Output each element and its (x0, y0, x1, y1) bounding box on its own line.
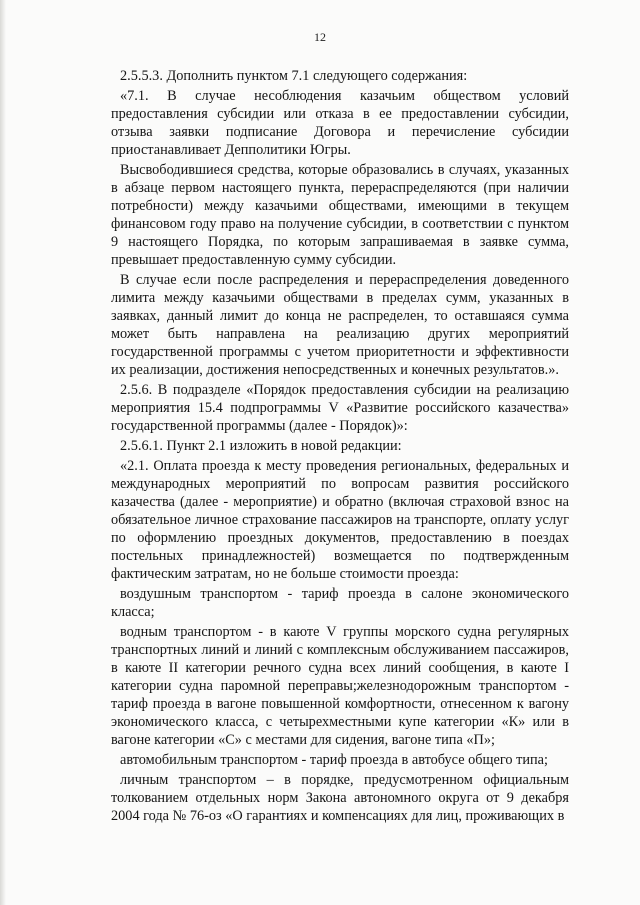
paragraph: воздушным транспортом - тариф проезда в салоне экономического класса; (111, 586, 569, 620)
paragraph: В случае если после распределения и перераспределения доведенного лимита между казачьими обществами в пределах сумм, указанных в заявках, данный лимит до конца не распределен, то оставшаяся сумма может быть направлена на реализацию других мероприятий государственной программы с учетом приоритетности и эффективности их реализации, достижения непосредственных и конечных результатов.». (111, 272, 569, 378)
page-number: 12 (314, 30, 326, 44)
paragraph: личным транспортом – в порядке, предусмотренном официальным толкованием отдельных норм Закона автономного округа от 9 декабря 2004 года № 76-оз «О гарантиях и компенсациях для лиц, проживающих в (111, 772, 569, 824)
scan-edge-shadow (0, 0, 6, 905)
paragraph: водным транспортом - в каюте V группы морского судна регулярных транспортных линий и линий с комплексным обслуживанием пассажиров, в каюте II категории речного судна всех линий сообщения, в каюте I категории судна паромной переправы;железнодорожным транспортом - тариф проезда в вагоне повышенной комфортности, отнесенном к вагону экономического класса, с четырехместными купе категории «К» или в вагоне категории «С» с местами для сидения, вагоне типа «П»; (111, 624, 569, 748)
body-text (111, 67, 569, 825)
paragraph: Высвободившиеся средства, которые образовались в случаях, указанных в абзаце первом настоящего пункта, перераспределяются (при наличии потребности) между казачьими обществами, имеющими в текущем финансовом году право на получение субсидии, в соответствии с пунктом 9 настоящего Порядка, по которым запрашиваемая в заявке сумма, превышает предоставленную сумму субсидии. (111, 162, 569, 268)
paragraph: автомобильным транспортом - тариф проезда в автобусе общего типа; (120, 752, 548, 768)
paragraph: «2.1. Оплата проезда к месту проведения региональных, федеральных и международных мероприятий по вопросам развития российского казачества (далее - мероприятие) и обратно (включая страховой взнос на обязательное личное страхование пассажиров на транспорте, оплату услуг по оформлению проездных документов, предоставлению в поездах постельных принадлежностей) возмещается по подтвержденным фактическим затратам, но не больше стоимости проезда: (111, 458, 569, 582)
paragraph: 2.5.6. В подразделе «Порядок предоставления субсидии на реализацию мероприятия 15.4 подпрограммы V «Развитие российского казачества» государственной программы (далее - Порядок)»: (111, 382, 569, 434)
paragraph: 2.5.6.1. Пункт 2.1 изложить в новой редакции: (120, 438, 402, 454)
paragraph: «7.1. В случае несоблюдения казачьим обществом условий предоставления субсидии или отказа в ее предоставлении субсидии, отзыва заявки подписание Договора и перечисление субсидии приостанавливает Депполитики Югры. (111, 88, 569, 158)
paragraph: 2.5.5.3. Дополнить пунктом 7.1 следующего содержания: (120, 68, 468, 84)
